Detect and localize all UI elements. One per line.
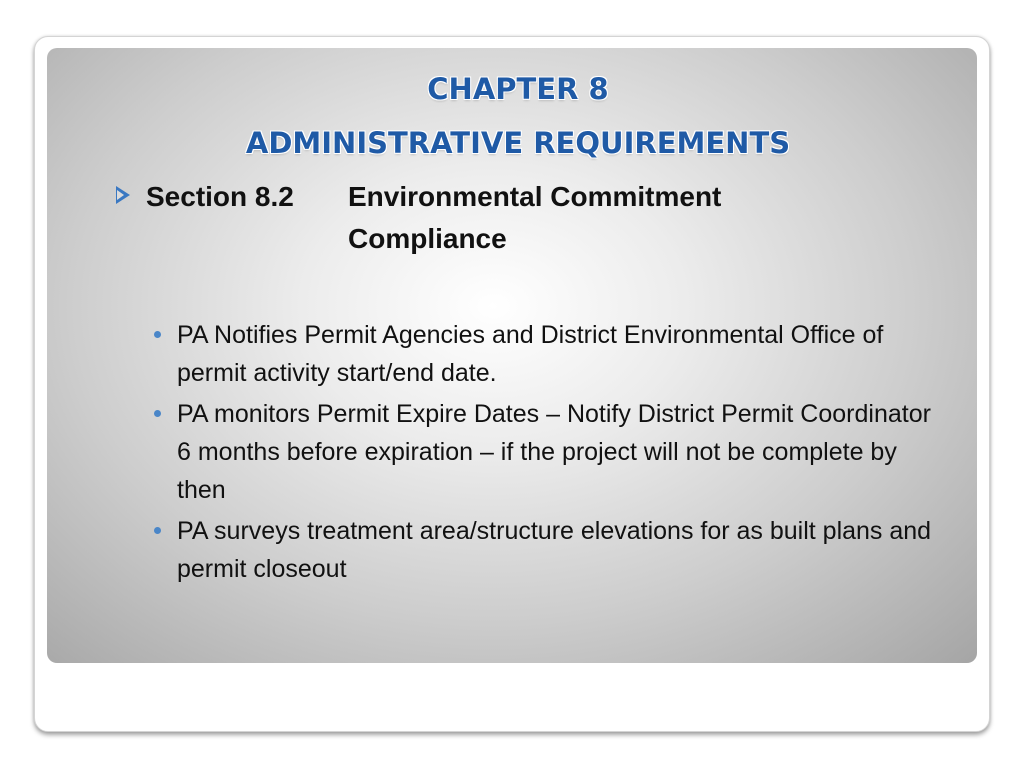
title-line-2: ADMINISTRATIVE REQUIREMENTS [245, 126, 791, 160]
section-number: Section 8.2 [146, 181, 294, 212]
arrow-bullet-icon [116, 186, 130, 204]
dot-bullet-icon [154, 527, 161, 534]
list-item [152, 512, 942, 588]
section-title: Environmental Commitment Compliance [348, 181, 722, 254]
title-line-1: CHAPTER 8 [427, 72, 609, 106]
slide-title [0, 62, 1024, 170]
list-item [152, 316, 942, 392]
bullet-text: PA surveys treatment area/structure elevations for as built plans and permit closeout [177, 517, 932, 583]
dot-bullet-icon [154, 410, 161, 417]
dot-bullet-icon [154, 331, 161, 338]
bullet-text: PA Notifies Permit Agencies and District Environmental Office of permit activity start/end date. [177, 321, 884, 387]
list-item [152, 395, 942, 509]
bullet-text: PA monitors Permit Expire Dates – Notify District Permit Coordinator 6 months before expiration – if the project will not be complete by then [177, 400, 931, 504]
bullet-list [152, 316, 942, 591]
